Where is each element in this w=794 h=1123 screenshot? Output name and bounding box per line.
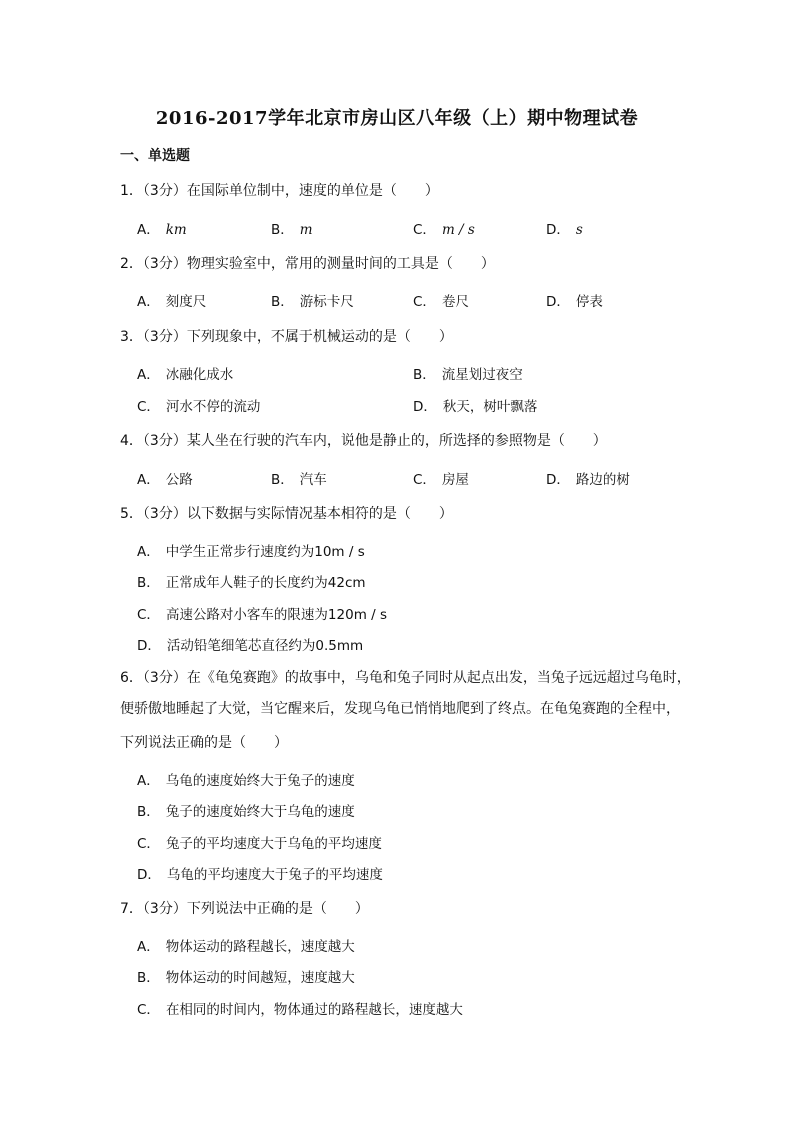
q7-option-b[interactable] [137, 966, 355, 986]
option-letter: B． [413, 367, 436, 383]
option-letter: B． [271, 222, 294, 238]
q1-option-d[interactable] [546, 218, 583, 238]
q6-option-d[interactable] [137, 863, 383, 883]
option-letter: C． [413, 222, 436, 238]
q5-option-a[interactable] [137, 540, 365, 560]
option-letter: D． [137, 867, 161, 883]
option-letter: C． [137, 836, 160, 852]
option-text: 秋天，树叶飘落 [442, 399, 538, 415]
option-text: 房屋 [441, 472, 469, 488]
q4-option-c[interactable] [413, 468, 469, 488]
option-letter: D． [546, 294, 570, 310]
q6-option-a[interactable] [137, 769, 355, 789]
option-text: 冰融化成水 [165, 367, 234, 383]
option-text: 乌龟的平均速度大于兔子的平均速度 [166, 867, 383, 883]
option-text: m / s [441, 222, 475, 238]
q2-option-c[interactable] [413, 290, 469, 310]
q3-option-a[interactable] [137, 363, 233, 383]
q2-option-a[interactable] [137, 290, 206, 310]
q4-option-d[interactable] [546, 468, 630, 488]
option-letter: D． [546, 222, 570, 238]
option-text: 兔子的平均速度大于乌龟的平均速度 [165, 836, 382, 852]
q3-option-b[interactable] [413, 363, 523, 383]
option-text: 卷尺 [441, 294, 469, 310]
option-letter: D． [413, 399, 437, 415]
option-text: 停表 [575, 294, 603, 310]
q6-option-c[interactable] [137, 832, 382, 852]
option-letter: A． [137, 222, 160, 238]
q3-option-c[interactable] [137, 395, 260, 415]
option-text: 在相同的时间内，物体通过的路程越长，速度越大 [165, 1002, 463, 1018]
option-letter: A． [137, 294, 160, 310]
option-text: 物体运动的时间越短，速度越大 [165, 970, 355, 986]
question-6-stem-line-3: 下列说法正确的是（ ） [120, 735, 288, 751]
option-text: 公路 [165, 472, 193, 488]
option-text: 高速公路对小客车的限速为120m / s [165, 607, 388, 623]
question-5-stem: 5．（3分）以下数据与实际情况基本相符的是（ ） [120, 506, 453, 522]
option-text: s [575, 222, 583, 238]
option-letter: A． [137, 939, 160, 955]
page-title: 2016-2017学年北京市房山区八年级（上）期中物理试卷 [155, 108, 639, 129]
option-text: 活动铅笔细笔芯直径约为0.5mm [166, 638, 364, 654]
option-letter: C． [137, 607, 160, 623]
option-text: 河水不停的流动 [165, 399, 261, 415]
option-letter: C． [413, 472, 436, 488]
option-letter: A． [137, 773, 160, 789]
question-1-stem: 1．（3分）在国际单位制中，速度的单位是（ ） [120, 183, 439, 199]
option-text: 中学生正常步行速度约为10m / s [165, 544, 365, 560]
question-6-stem-line-1: 6．（3分）在《龟兔赛跑》的故事中，乌龟和兔子同时从起点出发，当兔子远远超过乌龟时， [120, 670, 691, 686]
option-letter: B． [271, 294, 294, 310]
q4-option-a[interactable] [137, 468, 193, 488]
option-letter: B． [271, 472, 294, 488]
option-letter: C． [137, 399, 160, 415]
option-letter: A． [137, 472, 160, 488]
option-text: 汽车 [299, 472, 327, 488]
option-letter: B． [137, 970, 160, 986]
q7-option-c[interactable] [137, 998, 463, 1018]
option-letter: B． [137, 575, 160, 591]
option-letter: B． [137, 804, 160, 820]
q5-option-b[interactable] [137, 571, 366, 591]
option-text: 物体运动的路程越长，速度越大 [165, 939, 355, 955]
option-letter: D． [546, 472, 570, 488]
question-2-stem: 2．（3分）物理实验室中，常用的测量时间的工具是（ ） [120, 256, 495, 272]
option-text: 兔子的速度始终大于乌龟的速度 [165, 804, 355, 820]
option-text: 乌龟的速度始终大于兔子的速度 [165, 773, 355, 789]
q7-option-a[interactable] [137, 935, 355, 955]
option-letter: A． [137, 367, 160, 383]
question-7-stem: 7．（3分）下列说法中正确的是（ ） [120, 901, 369, 917]
q2-option-b[interactable] [271, 290, 354, 310]
q6-option-b[interactable] [137, 800, 355, 820]
option-letter: C． [137, 1002, 160, 1018]
option-text: 游标卡尺 [299, 294, 354, 310]
option-letter: A． [137, 544, 160, 560]
question-6-stem-line-2: 便骄傲地睡起了大觉，当它醒来后，发现乌龟已悄悄地爬到了终点。在龟兔赛跑的全程中， [120, 701, 680, 717]
option-text: 正常成年人鞋子的长度约为42cm [165, 575, 366, 591]
q5-option-d[interactable] [137, 634, 363, 654]
q1-option-b[interactable] [271, 218, 313, 238]
option-text: 路边的树 [575, 472, 630, 488]
q3-option-d[interactable] [413, 395, 537, 415]
option-text: m [299, 222, 313, 238]
q4-option-b[interactable] [271, 468, 327, 488]
q1-option-c[interactable] [413, 218, 475, 238]
q5-option-c[interactable] [137, 603, 387, 623]
question-4-stem: 4．（3分）某人坐在行驶的汽车内，说他是静止的，所选择的参照物是（ ） [120, 433, 607, 449]
option-text: 刻度尺 [165, 294, 207, 310]
q2-option-d[interactable] [546, 290, 603, 310]
section-heading: 一、单选题 [120, 148, 190, 164]
option-letter: D． [137, 638, 161, 654]
question-3-stem: 3．（3分）下列现象中，不属于机械运动的是（ ） [120, 329, 453, 345]
option-text: 流星划过夜空 [441, 367, 523, 383]
option-text: km [165, 222, 187, 238]
q1-option-a[interactable] [137, 218, 187, 238]
option-letter: C． [413, 294, 436, 310]
